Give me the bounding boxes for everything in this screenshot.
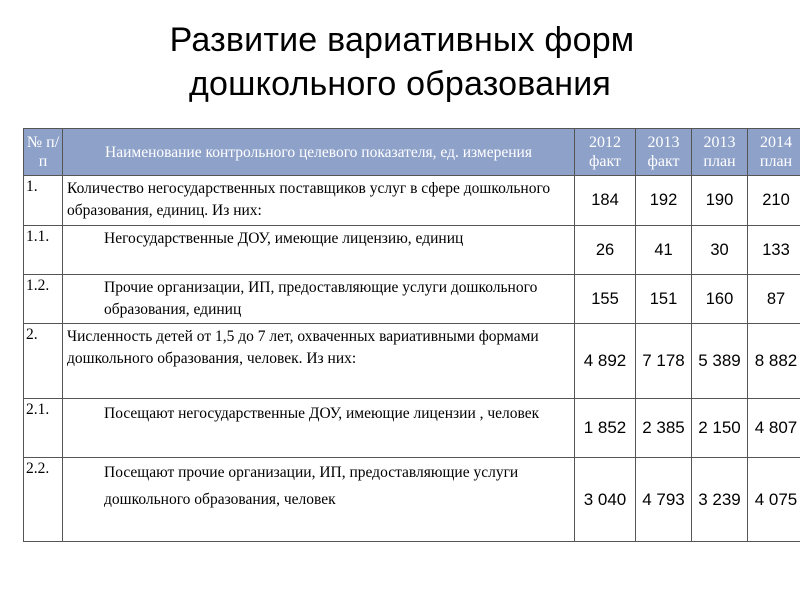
header-2012-fact: 2012 факт — [575, 129, 636, 176]
header-2013-plan: 2013 план — [692, 129, 748, 176]
table-row — [24, 176, 800, 226]
cell-2013-fact: 41 — [636, 226, 692, 275]
slide-title — [0, 18, 800, 106]
cell-2012-fact: 3 040 — [575, 458, 636, 542]
row-num: 2.2. — [24, 458, 63, 542]
cell-2012-fact: 4 892 — [575, 324, 636, 399]
header-2013-fact: 2013 факт — [636, 129, 692, 176]
cell-2013-fact: 4 793 — [636, 458, 692, 542]
cell-2014-plan: 133 — [748, 226, 800, 275]
table-row — [24, 275, 800, 324]
cell-2013-fact: 192 — [636, 176, 692, 226]
cell-2013-fact: 2 385 — [636, 399, 692, 458]
table-header-row — [24, 129, 800, 176]
cell-2013-plan: 30 — [692, 226, 748, 275]
slide-title-line2: дошкольного образования — [189, 65, 611, 103]
cell-2014-plan: 8 882 — [748, 324, 800, 399]
cell-2014-plan: 4 807 — [748, 399, 800, 458]
table-row — [24, 226, 800, 275]
cell-2012-fact: 26 — [575, 226, 636, 275]
table-row — [24, 399, 800, 458]
header-name: Наименование контрольного целевого показателя, ед. измерения — [63, 129, 575, 176]
indicators-table — [23, 128, 800, 542]
row-name: Количество негосударственных поставщиков услуг в сфере дошкольного образования, единиц. Из них: — [63, 176, 575, 226]
slide-title-line1: Развитие вариативных форм — [169, 21, 635, 59]
cell-2013-plan: 2 150 — [692, 399, 748, 458]
row-num: 2.1. — [24, 399, 63, 458]
row-num: 1.1. — [24, 226, 63, 275]
table-row — [24, 458, 800, 542]
row-num: 1. — [24, 176, 63, 226]
row-num: 1.2. — [24, 275, 63, 324]
cell-2013-plan: 190 — [692, 176, 748, 226]
cell-2012-fact: 184 — [575, 176, 636, 226]
row-name: Негосударственные ДОУ, имеющие лицензию, единиц — [63, 226, 575, 275]
table-row — [24, 324, 800, 399]
header-2014-plan: 2014 план — [748, 129, 800, 176]
cell-2013-plan: 5 389 — [692, 324, 748, 399]
cell-2012-fact: 155 — [575, 275, 636, 324]
cell-2014-plan: 210 — [748, 176, 800, 226]
cell-2013-plan: 160 — [692, 275, 748, 324]
row-name: Посещают негосударственные ДОУ, имеющие лицензии , человек — [63, 399, 575, 458]
header-num: № п/п — [24, 129, 63, 176]
cell-2014-plan: 4 075 — [748, 458, 800, 542]
cell-2014-plan: 87 — [748, 275, 800, 324]
row-name: Посещают прочие организации, ИП, предоставляющие услуги дошкольного образования, человек — [63, 458, 575, 542]
cell-2013-plan: 3 239 — [692, 458, 748, 542]
row-num: 2. — [24, 324, 63, 399]
row-name: Численность детей от 1,5 до 7 лет, охваченных вариативными формами дошкольного образования, человек. Из них: — [63, 324, 575, 399]
row-name: Прочие организации, ИП, предоставляющие услуги дошкольного образования, единиц — [63, 275, 575, 324]
cell-2013-fact: 151 — [636, 275, 692, 324]
cell-2012-fact: 1 852 — [575, 399, 636, 458]
cell-2013-fact: 7 178 — [636, 324, 692, 399]
